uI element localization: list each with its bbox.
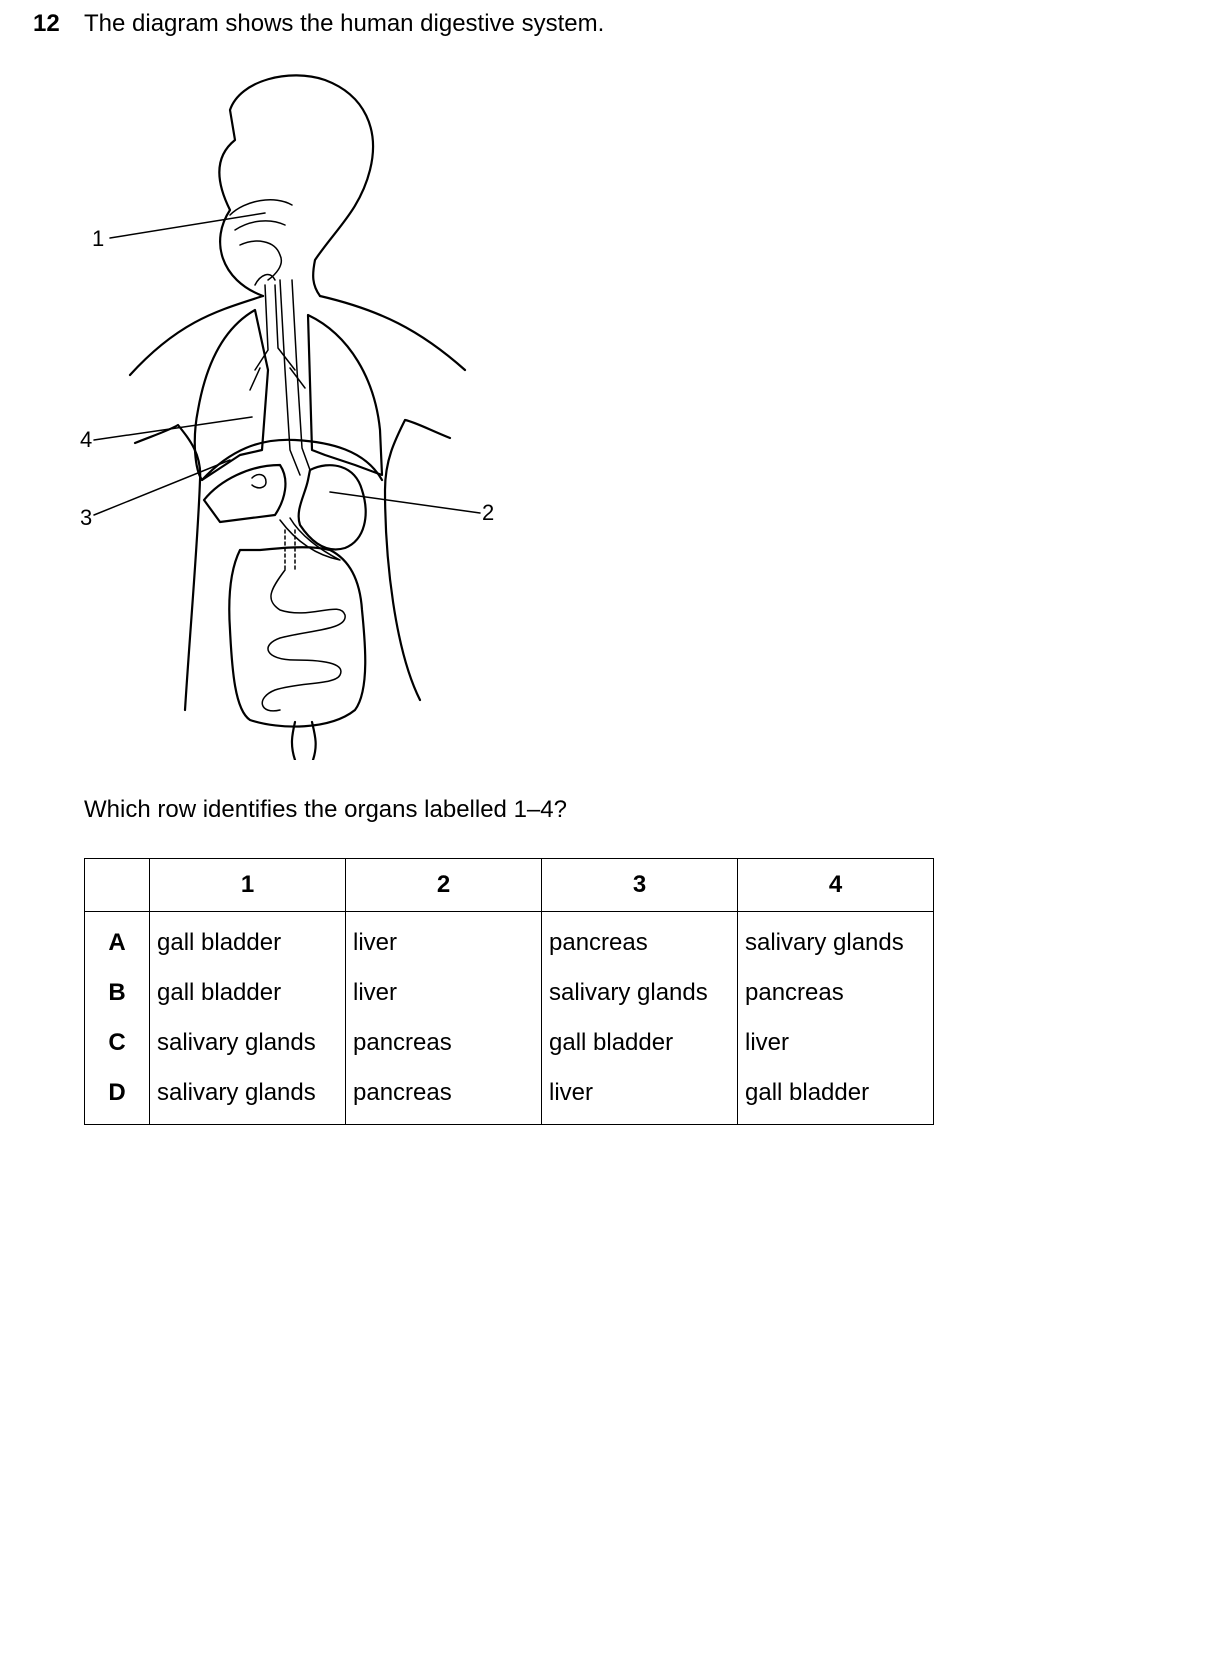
table-cell: pancreas: [346, 1068, 542, 1125]
table-cell: salivary glands: [150, 1068, 346, 1125]
label-line-2: [330, 492, 480, 513]
label-4: 4: [80, 427, 93, 452]
liver: [204, 465, 285, 522]
table-row[interactable]: [85, 968, 934, 1018]
header-cell: 4: [738, 859, 934, 912]
table-row[interactable]: [85, 1068, 934, 1125]
table-cell: liver: [346, 912, 542, 969]
header-cell: 1: [150, 859, 346, 912]
table-cell: pancreas: [738, 968, 934, 1018]
table-row[interactable]: [85, 1018, 934, 1068]
table-cell: salivary glands: [738, 912, 934, 969]
label-line-4: [94, 417, 252, 440]
table-header-row: [85, 859, 934, 912]
row-key: D: [85, 1068, 150, 1125]
gall-bladder: [252, 475, 266, 488]
large-intestine: [229, 547, 365, 726]
label-3: 3: [80, 505, 93, 530]
head-outline: [219, 75, 373, 296]
mouth-cavity: [230, 200, 292, 285]
oesophagus: [280, 280, 310, 475]
left-shoulder: [130, 296, 263, 375]
table-cell: liver: [542, 1068, 738, 1125]
question-prompt: Which row identifies the organs labelled 1–4?: [84, 796, 567, 823]
table-cell: gall bladder: [150, 912, 346, 969]
table-cell: gall bladder: [542, 1018, 738, 1068]
stomach: [299, 465, 366, 549]
label-2: 2: [482, 500, 495, 525]
left-armpit: [135, 425, 200, 710]
header-cell: [85, 859, 150, 912]
question-number: 12: [33, 10, 60, 37]
table-cell: gall bladder: [150, 968, 346, 1018]
header-cell: 2: [346, 859, 542, 912]
row-key: A: [85, 912, 150, 969]
table-cell: pancreas: [542, 912, 738, 969]
label-1: 1: [92, 226, 105, 251]
table-cell: salivary glands: [150, 1018, 346, 1068]
rectum: [292, 722, 316, 760]
table-cell: pancreas: [346, 1018, 542, 1068]
table-row[interactable]: [85, 912, 934, 969]
answer-table: [84, 858, 934, 1125]
right-lung: [308, 315, 382, 475]
question-text: The diagram shows the human digestive system.: [84, 10, 605, 37]
small-intestine: [262, 570, 345, 711]
right-shoulder: [320, 296, 465, 370]
right-armpit: [385, 420, 450, 700]
header-cell: 3: [542, 859, 738, 912]
row-key: B: [85, 968, 150, 1018]
row-key: C: [85, 1018, 150, 1068]
table-cell: liver: [738, 1018, 934, 1068]
digestive-system-diagram: [80, 70, 520, 760]
pancreas: [280, 518, 340, 560]
table-cell: gall bladder: [738, 1068, 934, 1125]
table-cell: liver: [346, 968, 542, 1018]
table-cell: salivary glands: [542, 968, 738, 1018]
